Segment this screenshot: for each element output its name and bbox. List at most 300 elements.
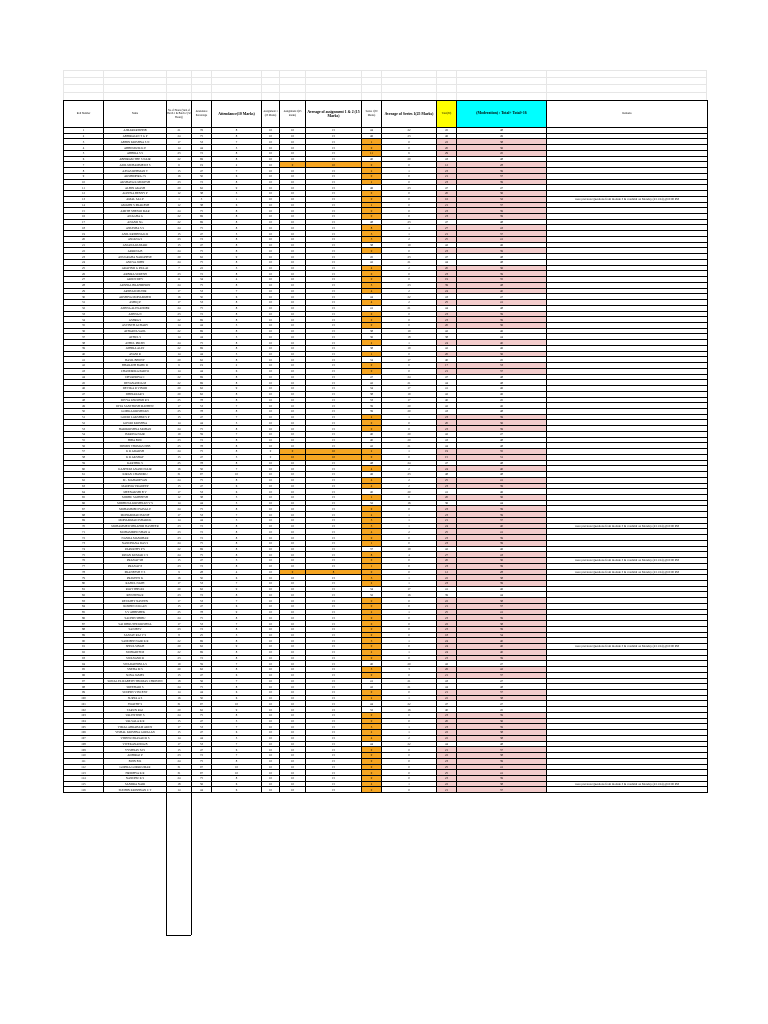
name-cell: MOHAMMAD HANIF [104, 512, 167, 518]
total-cell: 46 [437, 133, 457, 139]
assignment-1-cell: 10 [262, 391, 280, 397]
avg-assignment-cell: 15 [306, 787, 362, 793]
series-cell: 4 [362, 477, 382, 483]
roll-cell: 14 [64, 202, 104, 208]
assignment-2-cell: 10 [280, 128, 306, 134]
assignment-2-cell: 10 [280, 437, 306, 443]
attendance-marks-cell: 8 [212, 345, 262, 351]
avg-assignment-cell: 15 [306, 305, 362, 311]
attendance-pct-cell: 19 [192, 363, 212, 369]
assignment-1-cell: 10 [262, 718, 280, 724]
series-cell: 0 [362, 787, 382, 793]
total-cell: 42 [437, 403, 457, 409]
total-cell: 43 [437, 156, 457, 162]
assignment-2-cell: 10 [280, 695, 306, 701]
roll-cell: 60 [64, 466, 104, 472]
moderation-cell: 45 [457, 397, 547, 403]
moderation-cell: 41 [457, 529, 547, 535]
roll-cell: 68 [64, 512, 104, 518]
attendance-pct-cell: 44 [192, 787, 212, 793]
roll-cell: 80 [64, 581, 104, 587]
series-cell: 34 [362, 357, 382, 363]
total-cell: 12 [437, 569, 457, 575]
avg-assignment-cell: 15 [306, 667, 362, 673]
series-cell: 0 [362, 644, 382, 650]
avg-assignment-cell: 15 [306, 363, 362, 369]
hours-cell: 17 [167, 724, 192, 730]
assignment-1-cell: 10 [262, 581, 280, 587]
attendance-pct-cell: 38 [192, 495, 212, 501]
assignment-2-cell: 10 [280, 552, 306, 558]
series-cell: 0 [362, 420, 382, 426]
name-cell: ANUGRAHA NARGHESE [104, 254, 167, 260]
name-cell: ATHUL S [104, 334, 167, 340]
total-cell: 42 [437, 242, 457, 248]
assignment-2-cell: 10 [280, 586, 306, 592]
roll-cell: 26 [64, 271, 104, 277]
assignment-2-cell: 10 [280, 317, 306, 323]
hours-cell: 7 [167, 265, 192, 271]
avg-series-cell: 1 [382, 730, 437, 736]
moderation-cell: 37 [457, 747, 547, 753]
total-cell: 19 [437, 277, 457, 283]
attendance-pct-cell: 47 [192, 454, 212, 460]
column-border [166, 935, 191, 936]
roll-cell: 5 [64, 150, 104, 156]
moderation-cell: 46 [457, 391, 547, 397]
attendance-pct-cell: 56 [192, 678, 212, 684]
roll-cell: 90 [64, 638, 104, 644]
assignment-1-cell: 10 [262, 712, 280, 718]
total-cell: 27 [437, 552, 457, 558]
attendance-marks-cell: 7 [212, 753, 262, 759]
total-cell: 43 [437, 437, 457, 443]
attendance-pct-cell: 47 [192, 414, 212, 420]
series-cell: 44 [362, 294, 382, 300]
name-cell: BHARATH BABU R [104, 363, 167, 369]
avg-assignment-cell: 15 [306, 701, 362, 707]
moderation-cell: 49 [457, 133, 547, 139]
assignment-2-cell: 10 [280, 300, 306, 306]
attendance-pct-cell: 72 [192, 271, 212, 277]
total-cell: 26 [437, 667, 457, 673]
attendance-pct-cell: 53 [192, 621, 212, 627]
assignment-2-cell: 10 [280, 311, 306, 317]
moderation-cell: 41 [457, 770, 547, 776]
attendance-pct-cell: 53 [192, 512, 212, 518]
col-assignment-1: Assignment 1 (25 Marks) [262, 101, 280, 128]
roll-cell: 86 [64, 615, 104, 621]
attendance-pct-cell: 47 [192, 231, 212, 237]
moderation-cell: 37 [457, 517, 547, 523]
avg-assignment-cell: 15 [306, 466, 362, 472]
series-cell: 2 [362, 609, 382, 615]
roll-cell: 111 [64, 758, 104, 764]
assignment-1-cell: 10 [262, 145, 280, 151]
assignment-2-cell: 10 [280, 758, 306, 764]
total-cell: 18 [437, 632, 457, 638]
assignment-1-cell: 10 [262, 437, 280, 443]
series-cell: 1 [362, 179, 382, 185]
name-cell: ATHUL PRIJIN [104, 340, 167, 346]
roll-cell: 99 [64, 689, 104, 695]
series-cell: 40 [362, 156, 382, 162]
roll-cell: 79 [64, 575, 104, 581]
series-cell: 3 [362, 236, 382, 242]
avg-assignment-cell: 15 [306, 649, 362, 655]
series-cell: 0 [362, 753, 382, 759]
series-cell: 37 [362, 546, 382, 552]
assignment-1-cell: 10 [262, 707, 280, 713]
hours-cell: 24 [167, 758, 192, 764]
moderation-cell: 37 [457, 202, 547, 208]
assignment-2-cell: 10 [280, 621, 306, 627]
hours-cell: 20 [167, 667, 192, 673]
attendance-marks-cell: 7 [212, 403, 262, 409]
name-cell: MEENAKSHI B V [104, 489, 167, 495]
attendance-pct-cell: 44 [192, 145, 212, 151]
moderation-cell: 39 [457, 168, 547, 174]
assignment-1-cell: 10 [262, 672, 280, 678]
assignment-2-cell: 10 [280, 483, 306, 489]
avg-series-cell: 0 [382, 196, 437, 202]
hours-cell: 24 [167, 540, 192, 546]
attendance-marks-cell: 8 [212, 156, 262, 162]
attendance-marks-cell: 7 [212, 661, 262, 667]
name-cell: ARSHAL BRAHMERIN [104, 282, 167, 288]
assignment-2-cell: 10 [280, 139, 306, 145]
name-cell: PARVATHY P S [104, 546, 167, 552]
name-cell: NANDHANA DAS S [104, 540, 167, 546]
roll-cell: 42 [64, 363, 104, 369]
attendance-marks-cell: 8 [212, 758, 262, 764]
moderation-cell: 39 [457, 414, 547, 420]
roll-cell: 108 [64, 741, 104, 747]
name-cell: AJNAS REHMAN T [104, 168, 167, 174]
roll-cell: 25 [64, 265, 104, 271]
roll-cell: 76 [64, 558, 104, 564]
avg-assignment-cell: 15 [306, 300, 362, 306]
attendance-marks-cell: 8 [212, 328, 262, 334]
hours-cell: 14 [167, 735, 192, 741]
assignment-2-cell: 10 [280, 649, 306, 655]
total-cell: 23 [437, 563, 457, 569]
assignment-1-cell: 10 [262, 575, 280, 581]
assignment-2-cell: 10 [280, 603, 306, 609]
total-cell: 23 [437, 208, 457, 214]
hours-cell: 23 [167, 150, 192, 156]
hours-cell: 24 [167, 133, 192, 139]
series-cell: 4 [362, 300, 382, 306]
avg-series-cell: 20 [382, 489, 437, 495]
attendance-pct-cell: 97 [192, 472, 212, 478]
assignment-1-cell: 10 [262, 426, 280, 432]
assignment-2-cell: 10 [280, 512, 306, 518]
hours-cell: 24 [167, 426, 192, 432]
assignment-1-cell: 10 [262, 397, 280, 403]
column-border [166, 100, 167, 935]
name-cell: CHANDRIKA PARVO [104, 368, 167, 374]
roll-cell: 22 [64, 248, 104, 254]
total-cell: 21 [437, 173, 457, 179]
moderation-cell: 44 [457, 500, 547, 506]
attendance-marks-cell: 5 [212, 735, 262, 741]
avg-assignment-cell: 15 [306, 489, 362, 495]
moderation-cell: 48 [457, 408, 547, 414]
attendance-pct-cell: 56 [192, 781, 212, 787]
series-cell: 2 [362, 781, 382, 787]
avg-assignment-cell: 15 [306, 340, 362, 346]
assignment-2-cell: 10 [280, 259, 306, 265]
series-cell: 8 [362, 225, 382, 231]
avg-series-cell: 1 [382, 695, 437, 701]
series-cell: 0 [362, 368, 382, 374]
assignment-1-cell: 10 [262, 483, 280, 489]
avg-series-cell: 0 [382, 644, 437, 650]
attendance-marks-cell: 8 [212, 712, 262, 718]
series-cell: 0 [362, 145, 382, 151]
attendance-pct-cell: 76 [192, 128, 212, 134]
assignment-1-cell: 10 [262, 552, 280, 558]
assignment-2-cell: 10 [280, 191, 306, 197]
hours-cell: 22 [167, 345, 192, 351]
series-cell: 3 [362, 724, 382, 730]
series-cell: 42 [362, 380, 382, 386]
roll-cell: 15 [64, 208, 104, 214]
avg-series-cell: 21 [382, 684, 437, 690]
attendance-marks-cell: 4 [212, 277, 262, 283]
avg-series-cell: 0 [382, 753, 437, 759]
roll-cell: 67 [64, 506, 104, 512]
avg-series-cell: 0 [382, 506, 437, 512]
attendance-pct-cell: 72 [192, 529, 212, 535]
attendance-pct-cell: 44 [192, 500, 212, 506]
attendance-pct-cell: 69 [192, 638, 212, 644]
total-cell: 24 [437, 644, 457, 650]
roll-cell: 77 [64, 563, 104, 569]
attendance-marks-cell: 5 [212, 191, 262, 197]
total-cell: 21 [437, 202, 457, 208]
moderation-cell: 39 [457, 535, 547, 541]
series-cell: 44 [362, 128, 382, 134]
col-avg-assignment: Average of assignment 1 & 2 (15 Marks) [306, 101, 362, 128]
roll-cell: 87 [64, 621, 104, 627]
hours-cell: 31 [167, 701, 192, 707]
attendance-marks-cell: 9 [212, 707, 262, 713]
total-cell: 39 [437, 592, 457, 598]
name-cell: K R AKSHAY [104, 454, 167, 460]
attendance-pct-cell: 75 [192, 305, 212, 311]
assignment-2-cell: 10 [280, 156, 306, 162]
attendance-pct-cell: 75 [192, 208, 212, 214]
series-cell: 0 [362, 426, 382, 432]
assignment-1-cell: 10 [262, 701, 280, 707]
hours-cell: 23 [167, 236, 192, 242]
assignment-1-cell: 10 [262, 345, 280, 351]
name-cell: SNEHA M S [104, 667, 167, 673]
total-cell: 24 [437, 523, 457, 529]
assignment-1-cell: 10 [262, 540, 280, 546]
avg-assignment-cell: 15 [306, 380, 362, 386]
attendance-marks-cell: 5 [212, 322, 262, 328]
total-cell: 42 [437, 431, 457, 437]
attendance-marks-cell: 9 [212, 586, 262, 592]
moderation-cell: 43 [457, 225, 547, 231]
series-cell: 2 [362, 649, 382, 655]
total-cell: 23 [437, 248, 457, 254]
assignment-2-cell: 10 [280, 460, 306, 466]
name-cell: DEVIKA R VINOD [104, 386, 167, 392]
hours-cell: 22 [167, 638, 192, 644]
avg-assignment-cell: 15 [306, 156, 362, 162]
attendance-pct-cell: 69 [192, 328, 212, 334]
assignment-1-cell: 10 [262, 173, 280, 179]
avg-series-cell: 0 [382, 311, 437, 317]
assignment-2-cell: 10 [280, 288, 306, 294]
avg-assignment-cell: 15 [306, 225, 362, 231]
total-cell: 23 [437, 311, 457, 317]
series-cell: 38 [362, 242, 382, 248]
series-cell: 0 [362, 770, 382, 776]
avg-assignment-cell: 15 [306, 472, 362, 478]
roll-cell: 92 [64, 649, 104, 655]
attendance-pct-cell: 69 [192, 219, 212, 225]
attendance-pct-cell: 69 [192, 374, 212, 380]
avg-series-cell: 0 [382, 317, 437, 323]
series-cell: 47 [362, 374, 382, 380]
assignment-2-cell: 0 [280, 162, 306, 168]
assignment-2-cell: 10 [280, 781, 306, 787]
series-cell: 4 [362, 466, 382, 472]
attendance-marks-cell: 9 [212, 254, 262, 260]
col-roll: Roll Number [64, 101, 104, 128]
avg-series-cell: 20 [382, 408, 437, 414]
roll-cell: 73 [64, 540, 104, 546]
avg-assignment-cell: 15 [306, 277, 362, 283]
roll-cell: 54 [64, 431, 104, 437]
hours-cell: 25 [167, 397, 192, 403]
moderation-cell: 36 [457, 322, 547, 328]
assignment-1-cell: 10 [262, 512, 280, 518]
name-cell: DEVANANDA M [104, 380, 167, 386]
name-cell: ANAND SG [104, 219, 167, 225]
total-cell: 43 [437, 408, 457, 414]
avg-series-cell: 23 [382, 472, 437, 478]
roll-cell: 28 [64, 282, 104, 288]
assignment-1-cell: 10 [262, 156, 280, 162]
moderation-cell: 37 [457, 672, 547, 678]
total-cell: 20 [437, 145, 457, 151]
assignment-1-cell: 10 [262, 649, 280, 655]
assignment-2-cell: 10 [280, 655, 306, 661]
assignment-1-cell: 10 [262, 477, 280, 483]
remarks-cell: were previous Questions from module 3 & 4 submit on Monday (4/11/24) @10:00 PM [547, 644, 708, 650]
total-cell: 22 [437, 753, 457, 759]
moderation-cell: 48 [457, 219, 547, 225]
attendance-pct-cell: 47 [192, 558, 212, 564]
moderation-cell: 37 [457, 231, 547, 237]
series-cell: 44 [362, 741, 382, 747]
assignment-1-cell: 10 [262, 609, 280, 615]
hours-cell: 17 [167, 741, 192, 747]
total-cell: 22 [437, 695, 457, 701]
roll-cell: 27 [64, 277, 104, 283]
series-cell: 5 [362, 667, 382, 673]
total-cell: 25 [437, 477, 457, 483]
avg-assignment-cell: 15 [306, 603, 362, 609]
attendance-marks-cell: 8 [212, 540, 262, 546]
total-cell: 20 [437, 265, 457, 271]
assignment-1-cell: 0 [262, 454, 280, 460]
attendance-pct-cell: 44 [192, 517, 212, 523]
attendance-marks-cell: 6 [212, 173, 262, 179]
attendance-pct-cell: 69 [192, 380, 212, 386]
col-total: Total(50) [437, 101, 457, 128]
avg-series-cell: 2 [382, 529, 437, 535]
remarks-cell: were previous Questions from module 3 & 4 submit on Monday (4/11/24) @10:00 PM [547, 781, 708, 787]
series-cell: 2 [362, 730, 382, 736]
moderation-cell: 36 [457, 558, 547, 564]
attendance-marks-cell: 7 [212, 741, 262, 747]
moderation-cell: 46 [457, 489, 547, 495]
attendance-pct-cell: 72 [192, 655, 212, 661]
remarks-cell: were previous Questions from module 3 & 4 submit on Monday (4/11/24) @10:00 PM [547, 569, 708, 575]
attendance-marks-cell: 6 [212, 603, 262, 609]
series-cell: 38 [362, 391, 382, 397]
attendance-pct-cell: 72 [192, 236, 212, 242]
avg-series-cell: 0 [382, 271, 437, 277]
moderation-cell: 36 [457, 145, 547, 151]
moderation-cell: 39 [457, 483, 547, 489]
assignment-2-cell: 10 [280, 305, 306, 311]
attendance-marks-cell: 8 [212, 219, 262, 225]
hours-cell: 24 [167, 449, 192, 455]
avg-assignment-cell: 15 [306, 598, 362, 604]
roll-cell: 3 [64, 139, 104, 145]
hours-cell: 15 [167, 672, 192, 678]
assignment-1-cell: 10 [262, 678, 280, 684]
roll-cell: 40 [64, 351, 104, 357]
attendance-marks-cell: 5 [212, 231, 262, 237]
name-cell: ANUISHA S S [104, 225, 167, 231]
attendance-marks-cell: 5 [212, 517, 262, 523]
total-cell: 23 [437, 426, 457, 432]
name-cell: SHIVA SINGH [104, 644, 167, 650]
moderation-cell: 46 [457, 345, 547, 351]
moderation-cell: 34 [457, 632, 547, 638]
total-cell: 22 [437, 598, 457, 604]
attendance-pct-cell: 72 [192, 523, 212, 529]
assignment-2-cell: 10 [280, 517, 306, 523]
roll-cell: 47 [64, 391, 104, 397]
assignment-1-cell: 10 [262, 231, 280, 237]
attendance-pct-cell: 75 [192, 477, 212, 483]
attendance-pct-cell: 69 [192, 345, 212, 351]
remarks-cell: were previous Questions from module 3 & 4 submit on Monday (4/11/24) @10:00 PM [547, 558, 708, 564]
moderation-cell: 39 [457, 426, 547, 432]
attendance-marks-cell: 8 [212, 357, 262, 363]
name-cell: SWATHY S [104, 701, 167, 707]
name-cell: KIRAN CHANDRU [104, 472, 167, 478]
total-cell: 38 [437, 334, 457, 340]
moderation-cell: 41 [457, 477, 547, 483]
hours-cell: 6 [167, 162, 192, 168]
moderation-cell: 31 [457, 454, 547, 460]
attendance-marks-cell: 8 [212, 380, 262, 386]
attendance-pct-cell: 59 [192, 661, 212, 667]
attendance-marks-cell: 8 [212, 449, 262, 455]
hours-cell: 22 [167, 317, 192, 323]
